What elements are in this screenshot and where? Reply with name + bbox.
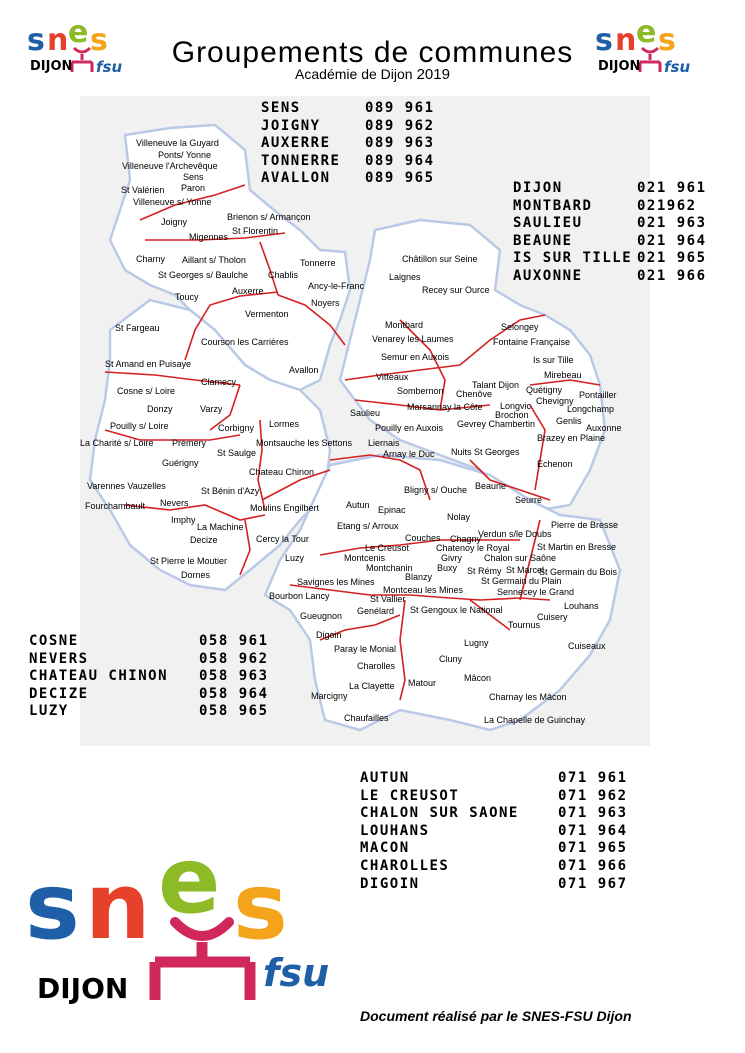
- place-label: Chalon sur Saône: [484, 553, 557, 563]
- group-name: CHAROLLES: [360, 857, 450, 874]
- group-code: 021 966: [637, 267, 707, 284]
- place-label: St Fargeau: [115, 323, 160, 333]
- place-label: Charolles: [357, 661, 396, 671]
- nievre-codes: [29, 633, 269, 721]
- group-name: SAULIEU: [513, 215, 583, 232]
- group-name: MACON: [360, 840, 410, 857]
- logo-union: fsu: [96, 58, 123, 76]
- place-label: Louhans: [564, 601, 599, 611]
- code-row: [513, 198, 707, 216]
- code-row: [360, 788, 628, 806]
- place-label: Luzy: [285, 553, 305, 563]
- place-label: Bligny s/ Ouche: [404, 485, 468, 495]
- saone-et-loire-codes: [360, 770, 628, 893]
- place-label: Venarey les Laumes: [372, 334, 454, 344]
- place-label: Chagny: [450, 534, 482, 544]
- place-label: Auxerre: [232, 286, 264, 296]
- place-label: Cuisery: [537, 612, 568, 622]
- place-label: St Vallier: [370, 594, 406, 604]
- group-code: 089 963: [365, 135, 435, 152]
- place-label: Cuiseaux: [568, 641, 606, 651]
- group-code: 021 961: [637, 180, 707, 196]
- code-row: [513, 233, 707, 251]
- place-label: Aillant s/ Tholon: [182, 255, 246, 265]
- place-label: Ponts/ Yonne: [158, 150, 212, 160]
- place-label: Genélard: [357, 606, 395, 616]
- place-label: Quétigny: [526, 385, 563, 395]
- code-row: [360, 876, 628, 894]
- logo-union: fsu: [263, 951, 330, 995]
- group-name: LOUHANS: [360, 822, 430, 839]
- group-name: IS SUR TILLE: [513, 250, 633, 267]
- group-code: 089 964: [365, 152, 435, 169]
- place-label: Dornes: [181, 570, 211, 580]
- group-code: 071 962: [558, 787, 628, 804]
- logo-letter-e: e: [158, 830, 221, 934]
- group-code: 021962: [637, 197, 697, 214]
- subtitle-year: 2019: [416, 66, 450, 83]
- group-code: 089 965: [365, 170, 435, 187]
- group-code: 071 965: [558, 840, 628, 857]
- place-label: Fontaine Française: [493, 337, 571, 347]
- place-label: Brienon s/ Armançon: [227, 212, 311, 222]
- place-label: Verdun s/le Doubs: [478, 529, 552, 539]
- logo-city: DIJON: [30, 59, 73, 74]
- place-label: La Machine: [197, 522, 244, 532]
- code-row: [360, 823, 628, 841]
- group-code: 089 962: [365, 117, 435, 134]
- place-label: Noyers: [311, 298, 340, 308]
- snes-fsu-logo-large: [25, 830, 335, 1010]
- place-label: Vermenton: [245, 309, 289, 319]
- group-name: TONNERRE: [261, 152, 341, 169]
- code-row: [360, 858, 628, 876]
- place-label: Paron: [181, 183, 206, 193]
- place-label: Ancy-le-Franc: [308, 281, 365, 291]
- place-label: La Clayette: [349, 681, 395, 691]
- place-label: Blanzy: [405, 572, 433, 582]
- place-label: Montchanin: [366, 563, 413, 573]
- group-code: 021 964: [637, 232, 707, 249]
- group-name: AUTUN: [360, 770, 410, 786]
- group-name: DIGOIN: [360, 875, 420, 892]
- page-title: Groupements de communes: [171, 36, 574, 69]
- cote-dor-codes: [513, 180, 707, 286]
- credit-text: Document réalisé par le SNES-FSU Dijon: [360, 1008, 632, 1024]
- group-name: AUXONNE: [513, 267, 583, 284]
- place-label: Chablis: [268, 270, 299, 280]
- group-name: CHALON SUR SAONE: [360, 805, 519, 822]
- place-label: Epinac: [378, 505, 406, 515]
- place-label: Montcenis: [344, 553, 386, 563]
- logo-letter-e: e: [636, 20, 657, 50]
- group-code: 071 961: [558, 770, 628, 786]
- logo-letter-n: n: [85, 853, 151, 960]
- logo-city: DIJON: [37, 972, 129, 1005]
- place-label: St Valérien: [121, 185, 165, 195]
- place-label: Courson les Carrières: [201, 337, 289, 347]
- group-name: LUZY: [29, 703, 69, 720]
- place-label: Avallon: [289, 365, 319, 375]
- group-code: 058 964: [199, 685, 269, 702]
- place-label: Villeneuve la Guyard: [136, 138, 219, 148]
- place-label: Sens: [183, 172, 204, 182]
- place-label: Varennes Vauzelles: [87, 481, 166, 491]
- place-label: Mâcon: [464, 673, 492, 683]
- subtitle-academy: Académie de Dijon: [295, 66, 413, 82]
- place-label: Guérigny: [162, 458, 199, 468]
- group-code: 021 965: [637, 250, 707, 267]
- place-label: Chenôve: [456, 389, 493, 399]
- place-label: Lugny: [464, 638, 489, 648]
- place-label: Bourbon Lancy: [269, 591, 330, 601]
- place-label: Montbard: [385, 320, 424, 330]
- place-label: Arnay le Duc: [383, 449, 435, 459]
- place-label: Chatenoy le Royal: [436, 543, 510, 553]
- place-label: Prémery: [172, 438, 207, 448]
- code-row: [29, 668, 269, 686]
- code-row: [261, 100, 435, 118]
- logo-letter-n: n: [47, 23, 69, 58]
- place-label: Cluny: [439, 654, 463, 664]
- code-row: [360, 805, 628, 823]
- place-label: Marsannay la Côte: [407, 402, 483, 412]
- place-label: Migennes: [189, 232, 229, 242]
- code-row: [261, 153, 435, 171]
- place-label: Saulieu: [350, 408, 381, 418]
- place-label: Longchamp: [567, 404, 615, 414]
- place-label: Imphy: [171, 515, 196, 525]
- logo-city: DIJON: [598, 59, 641, 74]
- place-label: Donzy: [147, 404, 173, 414]
- group-code: 058 963: [199, 668, 269, 685]
- logo-letter-s2: s: [90, 23, 108, 58]
- group-name: AVALLON: [261, 170, 331, 187]
- logo-letter-e: e: [68, 20, 89, 50]
- group-code: 058 961: [199, 633, 269, 649]
- place-label: Clamecy: [201, 377, 237, 387]
- place-label: Montsauche les Settons: [256, 438, 353, 448]
- group-code: 021 963: [637, 215, 707, 232]
- place-label: Corbigny: [218, 423, 255, 433]
- logo-letter-n: n: [615, 23, 637, 58]
- logo-letter-s1: s: [25, 853, 80, 960]
- group-name: AUXERRE: [261, 135, 331, 152]
- place-label: Gueugnon: [300, 611, 343, 621]
- place-label: Montceau les Mines: [383, 585, 464, 595]
- place-label: Fourchambault: [85, 501, 146, 511]
- place-label: Chaufailles: [344, 713, 389, 723]
- place-label: Cercy la Tour: [256, 534, 309, 544]
- place-label: St Bénin d'Azy: [201, 486, 260, 496]
- code-row: [513, 180, 707, 198]
- place-label: Paray le Monial: [334, 644, 397, 654]
- logo-letter-s1: s: [27, 23, 45, 58]
- group-name: DECIZE: [29, 685, 89, 702]
- place-label: Lormes: [269, 419, 300, 429]
- code-row: [513, 215, 707, 233]
- place-label: Toucy: [175, 292, 199, 302]
- place-label: Chateau Chinon: [249, 467, 315, 477]
- code-row: [513, 250, 707, 268]
- code-row: [261, 170, 435, 188]
- group-code: 058 965: [199, 703, 269, 720]
- place-label: St Martin en Bresse: [537, 542, 617, 552]
- place-label: Liernais: [368, 438, 400, 448]
- place-label: St Rémy: [467, 566, 502, 576]
- place-label: Tonnerre: [300, 258, 336, 268]
- group-code: 089 961: [365, 100, 435, 116]
- group-code: 058 962: [199, 650, 269, 667]
- place-label: Le Creusot: [365, 543, 410, 553]
- place-label: Auxonne: [586, 423, 622, 433]
- logo-letter-s1: s: [595, 23, 613, 58]
- place-label: St Germain du Bois: [539, 567, 618, 577]
- place-label: Brochon: [495, 410, 529, 420]
- place-label: Genlis: [556, 416, 582, 426]
- place-label: Etang s/ Arroux: [337, 521, 399, 531]
- place-label: Talant Dijon: [472, 380, 520, 390]
- place-label: Mirebeau: [544, 370, 582, 380]
- place-label: Vitteaux: [376, 372, 409, 382]
- place-label: Charnay les Mâcon: [489, 692, 567, 702]
- place-label: La Charité s/ Loire: [80, 438, 154, 448]
- code-row: [360, 840, 628, 858]
- place-label: La Chapelle de Guinchay: [484, 715, 586, 725]
- group-name: COSNE: [29, 633, 79, 649]
- place-label: Joigny: [161, 217, 188, 227]
- yonne-codes: [261, 100, 435, 188]
- code-row: [360, 770, 628, 788]
- group-name: CHATEAU CHINON: [29, 668, 169, 685]
- place-label: Châtillon sur Seine: [402, 254, 478, 264]
- place-label: St Saulge: [217, 448, 257, 458]
- group-name: DIJON: [513, 180, 563, 196]
- place-label: Selongey: [501, 322, 539, 332]
- code-row: [513, 268, 707, 286]
- place-label: Matour: [408, 678, 437, 688]
- group-code: 071 966: [558, 857, 628, 874]
- place-label: Pierre de Bresse: [551, 520, 619, 530]
- group-code: 071 964: [558, 822, 628, 839]
- code-row: [29, 686, 269, 704]
- place-label: Pouilly s/ Loire: [110, 421, 169, 431]
- place-label: Gevrey Chambertin: [457, 419, 536, 429]
- place-label: Buxy: [437, 563, 458, 573]
- place-label: Semur en Auxois: [381, 352, 450, 362]
- place-label: Villeneuve l'Archevêque: [122, 161, 218, 171]
- place-label: Moulins Engilbert: [250, 503, 320, 513]
- place-label: Varzy: [200, 404, 223, 414]
- place-label: Decize: [190, 535, 218, 545]
- place-label: Sombernon: [397, 386, 444, 396]
- place-label: Beaune: [475, 481, 507, 491]
- code-row: [261, 118, 435, 136]
- code-row: [29, 703, 269, 721]
- group-name: MONTBARD: [513, 197, 593, 214]
- place-label: St Pierre le Moutier: [150, 556, 228, 566]
- group-name: SENS: [261, 100, 301, 116]
- group-code: 071 967: [558, 875, 628, 892]
- place-label: Brazey en Plaine: [537, 433, 606, 443]
- place-label: Givry: [441, 553, 462, 563]
- place-label: Cosne s/ Loire: [117, 386, 176, 396]
- place-label: Villeneuve s/ Yonne: [133, 197, 212, 207]
- place-label: Pouilly en Auxois: [375, 423, 444, 433]
- place-label: Digoin: [316, 630, 342, 640]
- place-label: Pontailler: [579, 390, 617, 400]
- group-name: JOIGNY: [261, 117, 321, 134]
- place-label: St Amand en Puisaye: [105, 359, 192, 369]
- place-label: St Georges s/ Baulche: [158, 270, 249, 280]
- place-label: Savignes les Mines: [297, 577, 375, 587]
- place-label: St Germain du Plain: [481, 576, 562, 586]
- place-label: Echenon: [537, 459, 573, 469]
- place-label: Nuits St Georges: [451, 447, 520, 457]
- place-label: Couches: [405, 533, 441, 543]
- place-label: Recey sur Ource: [422, 285, 490, 295]
- place-label: Marcigny: [311, 691, 348, 701]
- place-label: Autun: [346, 500, 370, 510]
- place-label: Longvic: [500, 401, 532, 411]
- place-label: Nevers: [160, 498, 189, 508]
- place-label: St Florentin: [232, 226, 279, 236]
- place-label: Laignes: [389, 272, 421, 282]
- group-name: BEAUNE: [513, 232, 573, 249]
- group-name: NEVERS: [29, 650, 89, 667]
- place-label: Is sur Tille: [533, 355, 574, 365]
- code-row: [261, 135, 435, 153]
- group-code: 071 963: [558, 805, 628, 822]
- place-label: Seurre: [515, 495, 543, 505]
- place-label: St Gengoux le National: [410, 605, 503, 615]
- place-label: Sennecey le Grand: [497, 587, 575, 597]
- place-label: Chevigny: [536, 396, 574, 406]
- group-name: LE CREUSOT: [360, 787, 460, 804]
- logo-letter-s2: s: [233, 853, 288, 960]
- place-label: St Marcel: [506, 565, 545, 575]
- code-row: [29, 651, 269, 669]
- place-label: Nolay: [447, 512, 471, 522]
- logo-letter-s2: s: [658, 23, 676, 58]
- place-label: Charny: [136, 254, 166, 264]
- code-row: [29, 633, 269, 651]
- logo-union: fsu: [664, 58, 691, 76]
- place-label: Tournus: [508, 620, 541, 630]
